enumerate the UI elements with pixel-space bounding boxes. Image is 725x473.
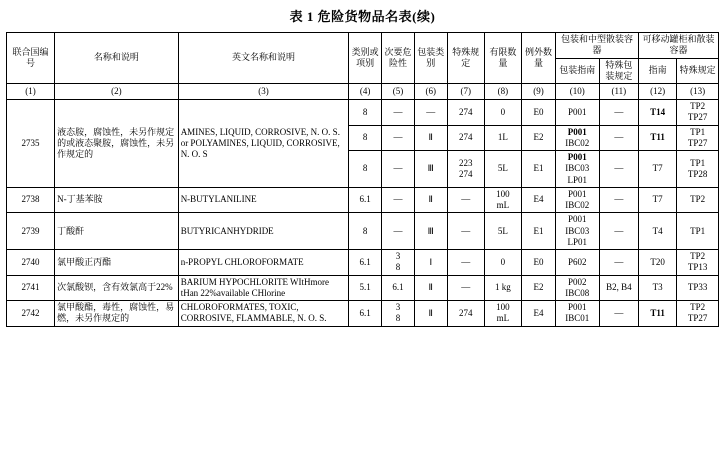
packing-guide-cell: P001 IBC02 <box>555 125 599 151</box>
tank-special-cell: TP1 <box>677 213 719 250</box>
header-name-desc-en: 英文名称和说明 <box>178 33 349 84</box>
packing-guide-cell: P602 <box>555 250 599 276</box>
header-tank-guide: 指南 <box>639 58 677 84</box>
dangerous-goods-table <box>6 32 719 327</box>
colnum-11: (11) <box>599 84 638 100</box>
tank-special-cell: TP33 <box>677 275 719 301</box>
name-desc-en-cell: BARIUM HYPOCHLORITE WItHmore tHan 22%available CHlorine <box>178 275 349 301</box>
excepted-qty-cell: E4 <box>522 301 556 327</box>
special-provision-cell: — <box>447 275 484 301</box>
colnum-8: (8) <box>484 84 521 100</box>
packing-guide-cell: P001 <box>555 100 599 126</box>
header-packing-guide: 包装指南 <box>555 58 599 84</box>
packing-special-cell: — <box>599 151 638 188</box>
header-tank-special: 特殊规定 <box>677 58 719 84</box>
table-row <box>7 301 719 327</box>
table-row <box>7 250 719 276</box>
excepted-qty-cell: E2 <box>522 275 556 301</box>
header-name-desc: 名称和说明 <box>55 33 179 84</box>
packing-guide-cell: P001 IBC01 <box>555 301 599 327</box>
un-number-cell: 2740 <box>7 250 55 276</box>
packing-group-cell: — <box>414 100 447 126</box>
table-row <box>7 213 719 250</box>
name-desc-en-cell: CHLOROFORMATES, TOXIC, CORROSIVE, FLAMMABLE, N. O. S. <box>178 301 349 327</box>
name-desc-cell: N-丁基苯胺 <box>55 187 179 213</box>
un-number-cell: 2735 <box>7 100 55 188</box>
colnum-13: (13) <box>677 84 719 100</box>
packing-special-cell: — <box>599 213 638 250</box>
colnum-2: (2) <box>55 84 179 100</box>
name-desc-cell: 液态胺，腐蚀性，未另作规定的或液态聚胺，腐蚀性，未另作规定的 <box>55 100 179 188</box>
tank-guide-cell: T7 <box>639 151 677 188</box>
packing-special-cell: — <box>599 250 638 276</box>
header-packing-special: 特殊包装规定 <box>599 58 638 84</box>
special-provision-cell: — <box>447 187 484 213</box>
packing-group-cell: Ⅱ <box>414 301 447 327</box>
header-excepted-quantity: 例外数量 <box>522 33 556 84</box>
class-cell: 8 <box>349 151 382 188</box>
un-number-cell: 2739 <box>7 213 55 250</box>
limited-qty-cell: 100 mL <box>484 301 521 327</box>
table-row <box>7 187 719 213</box>
packing-special-cell: — <box>599 100 638 126</box>
class-cell: 6.1 <box>349 301 382 327</box>
limited-qty-cell: 5L <box>484 151 521 188</box>
subrisk-cell: 3 8 <box>382 301 415 327</box>
subrisk-cell: 6.1 <box>382 275 415 301</box>
special-provision-cell: 223 274 <box>447 151 484 188</box>
colnum-7: (7) <box>447 84 484 100</box>
table-body <box>7 100 719 327</box>
name-desc-cell: 氯甲酸正丙酯 <box>55 250 179 276</box>
limited-qty-cell: 1 kg <box>484 275 521 301</box>
tank-guide-cell: T11 <box>639 125 677 151</box>
limited-qty-cell: 1L <box>484 125 521 151</box>
limited-qty-cell: 0 <box>484 250 521 276</box>
excepted-qty-cell: E1 <box>522 213 556 250</box>
page-title: 表 1 危险货物品名表(续) <box>289 9 436 24</box>
colnum-6: (6) <box>414 84 447 100</box>
excepted-qty-cell: E0 <box>522 250 556 276</box>
special-provision-cell: — <box>447 250 484 276</box>
class-cell: 6.1 <box>349 187 382 213</box>
colnum-5: (5) <box>382 84 415 100</box>
packing-group-cell: Ⅱ <box>414 275 447 301</box>
special-provision-cell: — <box>447 213 484 250</box>
class-cell: 8 <box>349 213 382 250</box>
table-row <box>7 275 719 301</box>
tank-guide-cell: T11 <box>639 301 677 327</box>
class-cell: 8 <box>349 125 382 151</box>
packing-special-cell: B2, B4 <box>599 275 638 301</box>
tank-guide-cell: T14 <box>639 100 677 126</box>
packing-guide-cell: P001 IBC03 LP01 <box>555 213 599 250</box>
class-cell: 8 <box>349 100 382 126</box>
subrisk-cell: — <box>382 151 415 188</box>
name-desc-en-cell: N-BUTYLANILINE <box>178 187 349 213</box>
name-desc-cell: 氯甲酸酯，毒性，腐蚀性，易燃，未另作规定的 <box>55 301 179 327</box>
special-provision-cell: 274 <box>447 100 484 126</box>
special-provision-cell: 274 <box>447 125 484 151</box>
tank-special-cell: TP1 TP28 <box>677 151 719 188</box>
un-number-cell: 2742 <box>7 301 55 327</box>
header-un-number: 联合国编号 <box>7 33 55 84</box>
header-class-division: 类别或项别 <box>349 33 382 84</box>
colnum-3: (3) <box>178 84 349 100</box>
excepted-qty-cell: E2 <box>522 125 556 151</box>
packing-special-cell: — <box>599 187 638 213</box>
colnum-4: (4) <box>349 84 382 100</box>
header-limited-quantity: 有限数量 <box>484 33 521 84</box>
subrisk-cell: — <box>382 125 415 151</box>
name-desc-en-cell: n-PROPYL CHLOROFORMATE <box>178 250 349 276</box>
column-number-row <box>7 84 719 100</box>
special-provision-cell: 274 <box>447 301 484 327</box>
subrisk-cell: — <box>382 187 415 213</box>
colnum-10: (10) <box>555 84 599 100</box>
tank-special-cell: TP2 TP27 <box>677 100 719 126</box>
tank-special-cell: TP1 TP27 <box>677 125 719 151</box>
subrisk-cell: — <box>382 213 415 250</box>
colnum-12: (12) <box>639 84 677 100</box>
limited-qty-cell: 100 mL <box>484 187 521 213</box>
tank-guide-cell: T20 <box>639 250 677 276</box>
excepted-qty-cell: E0 <box>522 100 556 126</box>
tank-guide-cell: T4 <box>639 213 677 250</box>
name-desc-en-cell: BUTYRICANHYDRIDE <box>178 213 349 250</box>
packing-group-cell: Ⅰ <box>414 250 447 276</box>
subrisk-cell: 3 8 <box>382 250 415 276</box>
un-number-cell: 2738 <box>7 187 55 213</box>
packing-guide-cell: P001 IBC02 <box>555 187 599 213</box>
packing-group-cell: Ⅱ <box>414 187 447 213</box>
colnum-1: (1) <box>7 84 55 100</box>
limited-qty-cell: 5L <box>484 213 521 250</box>
header-portable-tank-group: 可移动罐柜和散装容器 <box>639 33 719 59</box>
class-cell: 5.1 <box>349 275 382 301</box>
header-special-provisions: 特殊规定 <box>447 33 484 84</box>
subrisk-cell: — <box>382 100 415 126</box>
header-subsidiary-risk: 次要危险性 <box>382 33 415 84</box>
class-cell: 6.1 <box>349 250 382 276</box>
packing-group-cell: Ⅲ <box>414 151 447 188</box>
tank-guide-cell: T3 <box>639 275 677 301</box>
un-number-cell: 2741 <box>7 275 55 301</box>
packing-special-cell: — <box>599 301 638 327</box>
tank-guide-cell: T7 <box>639 187 677 213</box>
colnum-9: (9) <box>522 84 556 100</box>
name-desc-cell: 丁酸酐 <box>55 213 179 250</box>
packing-special-cell: — <box>599 125 638 151</box>
excepted-qty-cell: E4 <box>522 187 556 213</box>
table-row <box>7 100 719 126</box>
packing-guide-cell: P001 IBC03 LP01 <box>555 151 599 188</box>
packing-guide-cell: P002 IBC08 <box>555 275 599 301</box>
tank-special-cell: TP2 TP13 <box>677 250 719 276</box>
limited-qty-cell: 0 <box>484 100 521 126</box>
header-packaging-ibc-group: 包装和中型散装容器 <box>555 33 638 59</box>
name-desc-en-cell: AMINES, LIQUID, CORROSIVE, N. O. S. or POLYAMINES, LIQUID, CORROSIVE, N. O. S <box>178 100 349 188</box>
name-desc-cell: 次氯酸钡，含有效氯高于22% <box>55 275 179 301</box>
excepted-qty-cell: E1 <box>522 151 556 188</box>
packing-group-cell: Ⅱ <box>414 125 447 151</box>
tank-special-cell: TP2 <box>677 187 719 213</box>
tank-special-cell: TP2 TP27 <box>677 301 719 327</box>
header-packing-group: 包装类别 <box>414 33 447 84</box>
packing-group-cell: Ⅲ <box>414 213 447 250</box>
